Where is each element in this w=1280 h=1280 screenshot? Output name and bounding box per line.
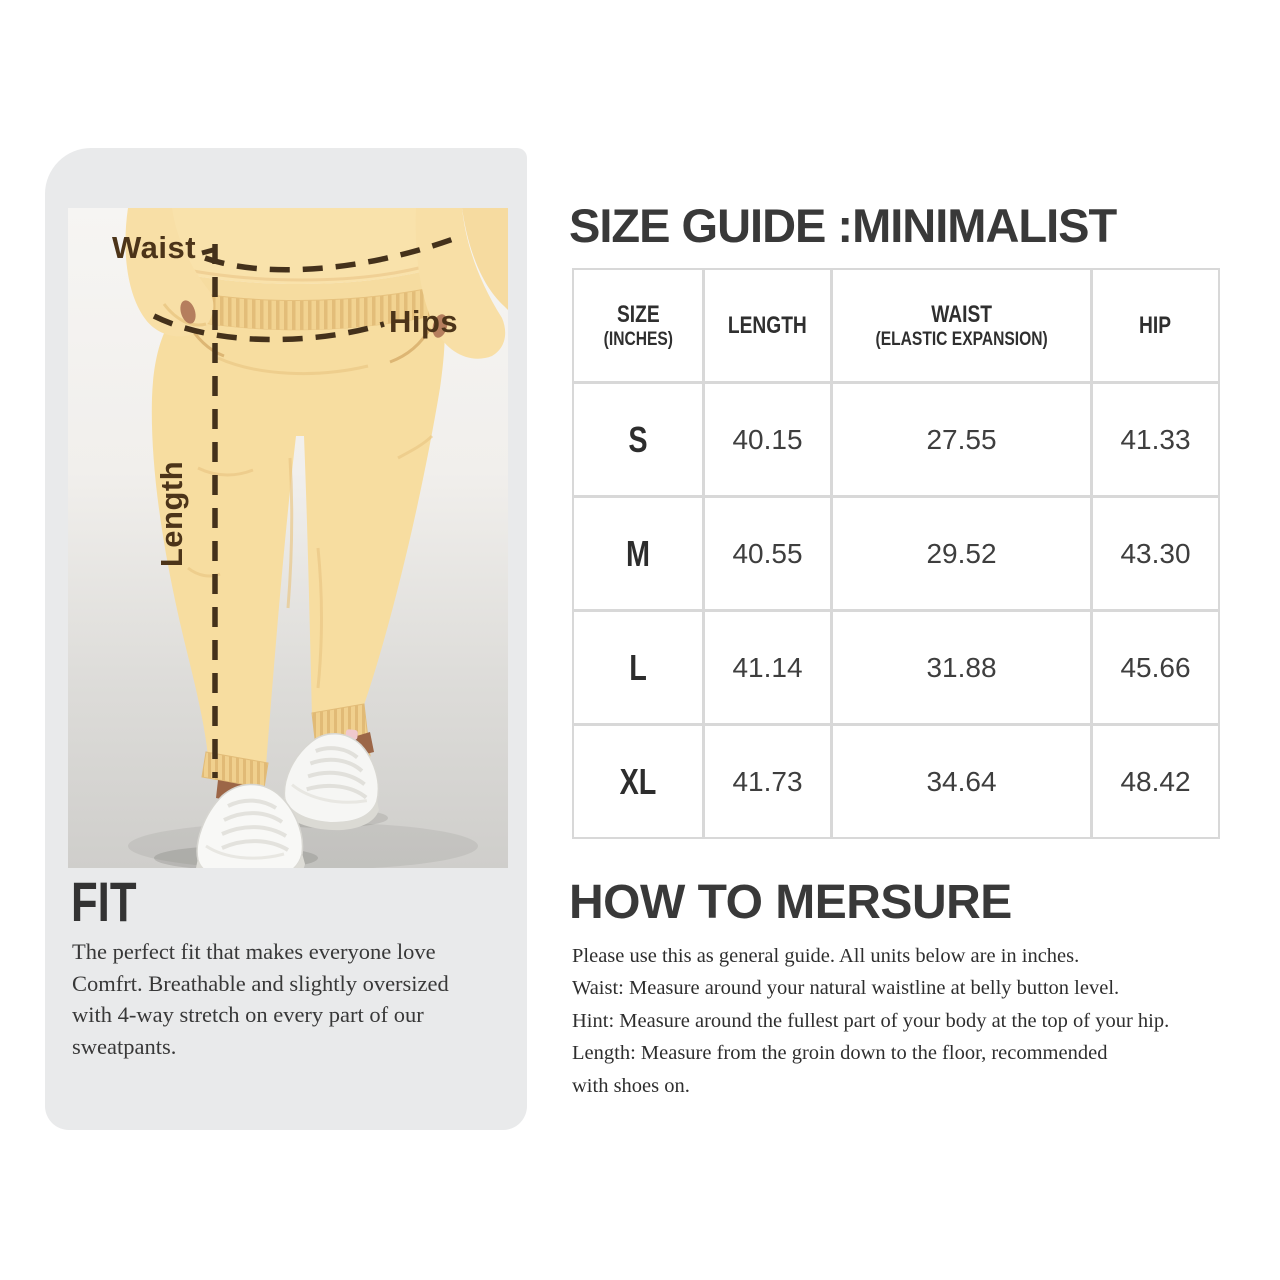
table-row-m-hip xyxy=(1093,498,1218,609)
header-size xyxy=(574,270,702,381)
header-size-sub: (INCHES) xyxy=(603,327,673,350)
fit-description-line: sweatpants. xyxy=(72,1034,177,1060)
table-row-xl-hip xyxy=(1093,726,1218,837)
hips-label: Hips xyxy=(389,304,459,339)
length-value: 40.15 xyxy=(732,423,803,455)
waist-tick xyxy=(202,250,213,253)
table-row-s-waist xyxy=(833,384,1090,495)
table-row-l-waist xyxy=(833,612,1090,723)
header-waist xyxy=(833,270,1090,381)
length-label: Length xyxy=(154,460,189,568)
how-to-measure-instructions xyxy=(572,940,1262,1102)
header-hip xyxy=(1093,270,1218,381)
fit-description-line: with 4-way stretch on every part of our xyxy=(72,1002,424,1028)
hip-value: 45.66 xyxy=(1120,651,1191,683)
length-value: 40.55 xyxy=(732,537,803,569)
fit-heading-text: FIT xyxy=(71,870,137,933)
size-guide-title: SIZE GUIDE :MINIMALIST xyxy=(569,199,1117,252)
table-row-l-hip xyxy=(1093,612,1218,723)
waist-value: 34.64 xyxy=(926,765,997,797)
fit-heading xyxy=(71,870,155,933)
header-size-main: SIZE xyxy=(616,300,660,328)
size-table xyxy=(572,268,1220,839)
table-row-l-length xyxy=(705,612,830,723)
table-row-m-length xyxy=(705,498,830,609)
size-value: XL xyxy=(619,760,657,802)
size-value: M xyxy=(626,532,650,574)
sweatpants-model-illustration xyxy=(68,208,508,868)
table-row-s-size xyxy=(574,384,702,495)
table-row-s-hip xyxy=(1093,384,1218,495)
how-to-measure-title: HOW TO MERSURE xyxy=(569,876,1012,929)
fit-description-line: The perfect fit that makes everyone love xyxy=(72,939,436,964)
table-row-m-waist xyxy=(833,498,1090,609)
waist-value: 31.88 xyxy=(926,651,997,683)
table-row-xl-length xyxy=(705,726,830,837)
fit-description xyxy=(72,936,512,1063)
table-row-xl-size xyxy=(574,726,702,837)
table-row-l-size xyxy=(574,612,702,723)
fit-description-line: Comfrt. Breathable and slightly oversized xyxy=(72,970,449,996)
waist-value: 29.52 xyxy=(926,537,997,569)
product-fit-card xyxy=(45,148,527,1130)
header-hip-main: HIP xyxy=(1139,311,1172,339)
size-value: L xyxy=(629,646,647,688)
hip-value: 43.30 xyxy=(1120,537,1191,569)
product-photo xyxy=(68,208,508,868)
waist-label: Waist xyxy=(112,230,197,265)
sweatpants xyxy=(152,314,445,766)
size-value: S xyxy=(628,418,648,460)
length-value: 41.73 xyxy=(732,765,803,797)
measure-instruction-line: Waist: Measure around your natural waistline at belly button level. xyxy=(572,977,1120,1000)
header-waist-sub: (ELASTIC EXPANSION) xyxy=(875,327,1048,350)
hip-value: 41.33 xyxy=(1120,423,1191,455)
header-waist-main: WAIST xyxy=(931,300,992,328)
measure-instruction-line: Please use this as general guide. All units below are in inches. xyxy=(572,945,1080,967)
header-length-main: LENGTH xyxy=(728,311,807,339)
length-value: 41.14 xyxy=(732,651,803,683)
header-length xyxy=(705,270,830,381)
measure-instruction-line: Length: Measure from the groin down to the floor, recommended xyxy=(572,1042,1108,1065)
hip-value: 48.42 xyxy=(1120,765,1191,797)
table-row-m-size xyxy=(574,498,702,609)
table-row-s-length xyxy=(705,384,830,495)
table-row-xl-waist xyxy=(833,726,1090,837)
measure-instruction-line: Hint: Measure around the fullest part of your body at the top of your hip. xyxy=(572,1009,1170,1032)
measure-instruction-line: with shoes on. xyxy=(572,1074,690,1097)
waist-value: 27.55 xyxy=(926,423,997,455)
